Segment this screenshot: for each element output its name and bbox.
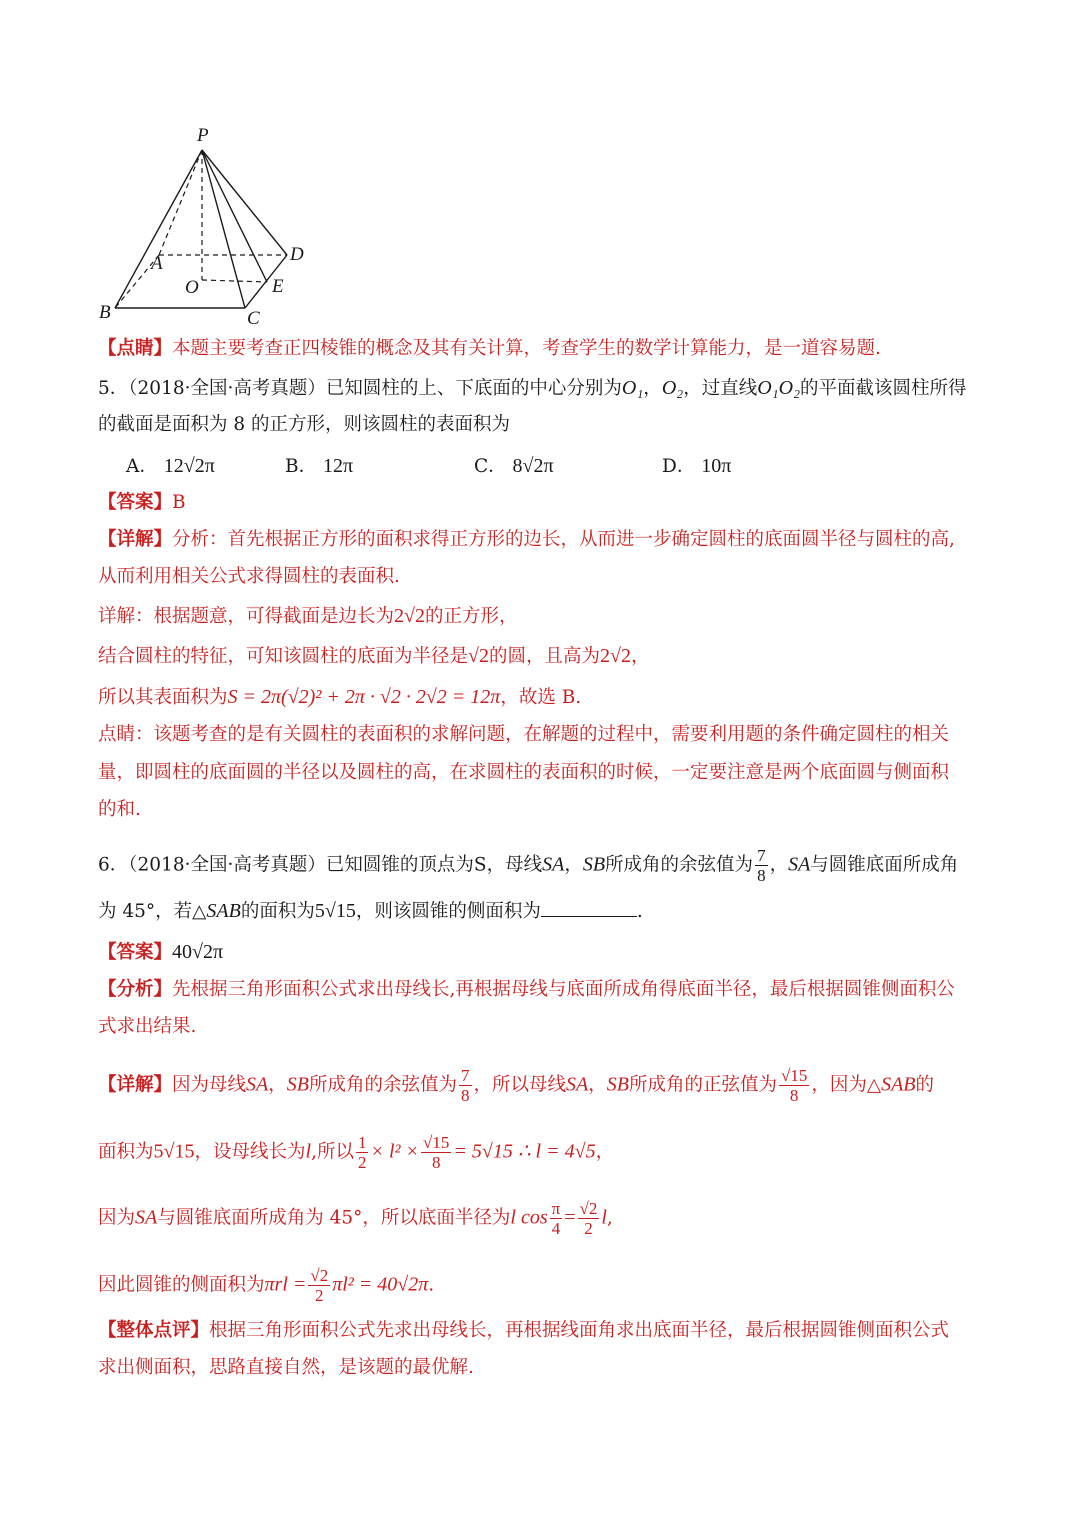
- q6-detail-line4: 因此圆锥的侧面积为πrl = $\frac{√2}{2}$ πl² = 40√2π.: [98, 1266, 435, 1305]
- segment-OE: [202, 280, 267, 282]
- q5-answer: 【答案】B: [98, 492, 186, 513]
- q6-evaluation-line1: 【整体点评】根据三角形面积公式先求出母线长，再根据线面角求出底面半径，最后根据圆锥侧面积公式: [98, 1320, 950, 1341]
- q5-stem-line1: 5．（2018·全国·高考真题）已知圆柱的上、下底面的中心分别为O₁，O₂，过直线O₁O₂的平面截该圆柱所得: [98, 377, 967, 399]
- q6-answer: 【答案】40√2π: [98, 941, 224, 963]
- question-number: 6．: [98, 854, 129, 876]
- q5-option-d: D． 10π: [662, 455, 732, 477]
- q4-comment: 【点睛】本题主要考查正四棱锥的概念及其有关计算，考查学生的数学计算能力，是一道容易题.: [98, 338, 881, 359]
- edge-PC: [202, 150, 245, 308]
- edge-PA: [159, 150, 202, 255]
- question-number: 5．: [98, 378, 129, 399]
- edge-PD: [202, 150, 287, 255]
- q5-option-c: C． 8√2π: [474, 455, 554, 477]
- comment-tag: 【点睛】: [98, 338, 173, 359]
- question-source: （2018·全国·高考真题）: [128, 378, 326, 399]
- label-A: A: [151, 253, 163, 274]
- question-source: （2018·全国·高考真题）: [128, 854, 326, 876]
- q6-analysis-line2: 式求出结果.: [98, 1016, 197, 1037]
- label-E: E: [272, 276, 284, 297]
- q6-stem-line2: 为 45°，若△SAB的面积为5√15，则该圆锥的侧面积为 .: [98, 900, 643, 922]
- q6-evaluation-line2: 求出侧面积，思路直接自然，是该题的最优解.: [98, 1357, 474, 1378]
- q6-analysis-line1: 【分析】先根据三角形面积公式求出母线长,再根据母线与底面所成角得底面半径，最后根据圆锥侧面积公: [98, 979, 955, 1000]
- pyramid-figure: [95, 122, 320, 332]
- q5-comment-line1: 点睛：该题考查的是有关圆柱的表面积的求解问题，在解题的过程中，需要利用题的条件确定圆柱的相关: [98, 724, 950, 745]
- label-P: P: [197, 125, 209, 146]
- q5-option-a: A． 12√2π: [126, 455, 215, 477]
- q5-detail-line1: 详解：根据题意，可得截面是边长为2√2的正方形，: [98, 605, 518, 627]
- q5-detail-line3: 所以其表面积为S = 2π(√2)² + 2π · √2 · 2√2 = 12π，故选 B.: [98, 686, 582, 708]
- label-B: B: [99, 302, 111, 323]
- q5-option-b: B． 12π: [285, 455, 354, 477]
- q5-comment-line2: 量，即圆柱的底面圆的半径以及圆柱的高，在求圆柱的表面积的时候，一定要注意是两个底面圆与侧面积: [98, 762, 950, 783]
- label-O: O: [185, 277, 199, 298]
- label-D: D: [290, 244, 304, 265]
- q6-detail-line2: 面积为5√15，设母线长为l,所以 $\frac{1}{2}$ × l² × $\frac{√15}{8}$ = 5√15 ∴ l = 4√5，: [98, 1133, 615, 1172]
- q5-analysis-line2: 从而利用相关公式求得圆柱的表面积.: [98, 566, 400, 587]
- q6-detail-line3: 因为SA与圆锥底面所成角为 45°，所以底面半径为l cos $\frac{\pi}{4}$ = $\frac{√2}{2}$ l,: [98, 1199, 613, 1238]
- q5-detail-line2: 结合圆柱的特征，可知该圆柱的底面为半径是√2的圆，且高为2√2，: [98, 645, 650, 667]
- q5-stem-line2: 的截面是面积为 8 的正方形，则该圆柱的表面积为: [98, 414, 511, 435]
- q5-comment-line3: 的和.: [98, 799, 141, 820]
- q6-detail-line1: 【详解】因为母线SA，SB所成角的余弦值为 $\frac{7}{8}$ ，所以母线SA，SB所成角的正弦值为 $\frac{√15}{8}$ ，因为△SAB的: [98, 1066, 935, 1105]
- label-C: C: [247, 308, 260, 329]
- answer-blank: [541, 898, 637, 917]
- q5-analysis-line1: 【详解】分析：首先根据正方形的面积求得正方形的边长，从而进一步确定圆柱的底面圆半径与圆柱的高,: [98, 529, 955, 550]
- q6-stem-line1: 6．（2018·全国·高考真题）已知圆锥的顶点为S，母线SA，SB所成角的余弦值为 $\frac{7}{8}$ ，SA与圆锥底面所成角: [98, 846, 959, 885]
- edge-PE: [202, 150, 267, 282]
